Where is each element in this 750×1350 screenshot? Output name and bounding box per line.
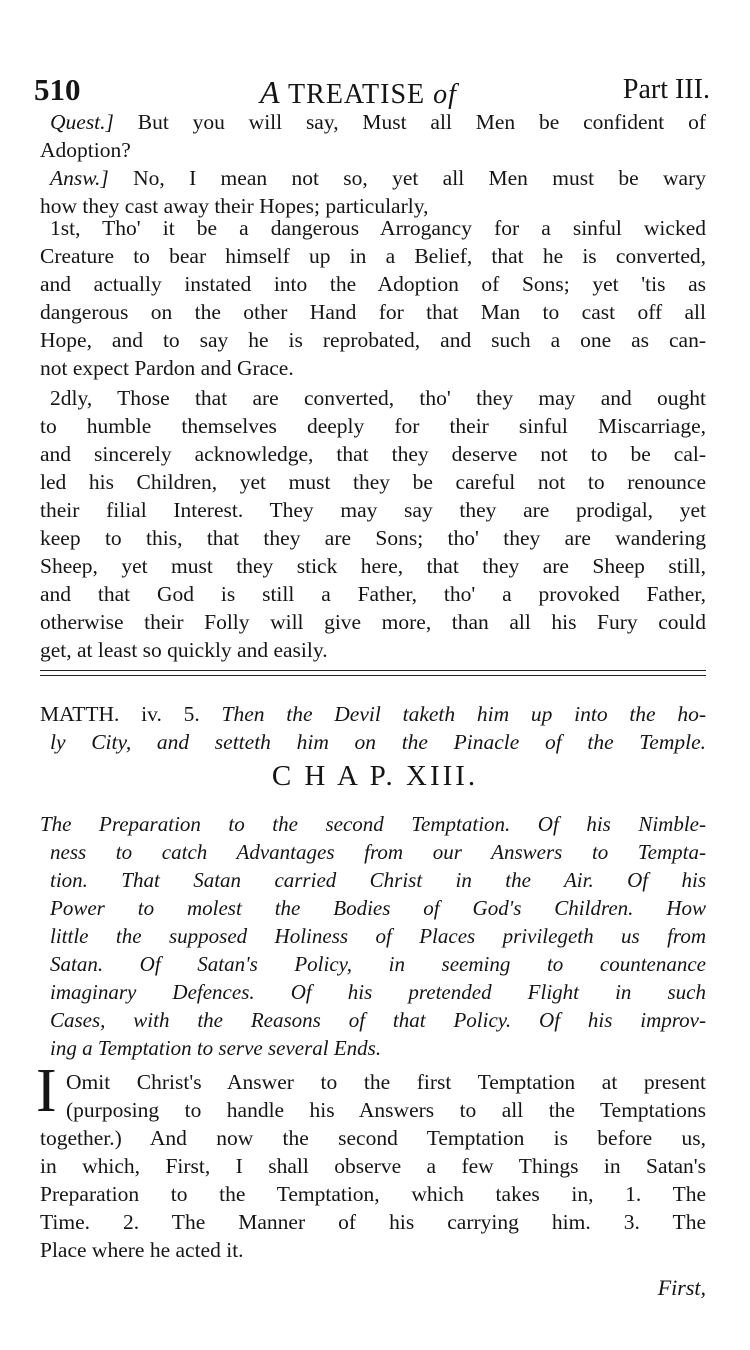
chapter-summary-line: Satan. Of Satan's Policy, in seeming to countenance [50,952,706,976]
scripture-line-1: MATTH. iv. 5. Then the Devil taketh him up into the ho- [40,702,706,726]
answer-line-2: how they cast away their Hopes; particularly, [40,194,429,218]
running-title-word: TREATISE [280,79,434,110]
chapter-summary-line: ing a Temptation to serve several Ends. [50,1036,382,1060]
scripture-ref: MATTH. iv. 5. [40,702,200,726]
running-title-of: of [433,79,457,110]
answer-line-1: Answ.] No, I mean not so, yet all Men must be wary [50,166,706,190]
catchword: First, [657,1275,706,1300]
body-line: Hope, and to say he is reprobated, and such a one as can- [40,328,706,352]
body-line: get, at least so quickly and easily. [40,638,328,662]
body-line: not expect Pardon and Grace. [40,356,294,380]
quest-line-2: Adoption? [40,138,131,162]
body-line: 2dly, Those that are converted, tho' they may and ought [50,386,706,410]
body-line: their filial Interest. They may say they are prodigal, yet [40,498,706,522]
body-line: dangerous on the other Hand for that Man to cast off all [40,300,706,324]
chapter-heading: C H A P. XIII. [271,760,479,792]
body-line: Sheep, yet must they stick here, that they are Sheep still, [40,554,706,578]
chapter-summary-line: Cases, with the Reasons of that Policy. Of his improv- [50,1008,706,1032]
answer-label: Answ.] [50,166,109,190]
scripture-line-2: ly City, and setteth him on the Pinacle of the Temple. [50,730,706,754]
text-line: (purposing to handle his Answers to all the Temptations [66,1098,706,1122]
quest-label: Quest.] [50,110,114,134]
chapter-summary-line: tion. That Satan carried Christ in the Air. Of his [50,868,706,892]
chapter-summary-line: The Preparation to the second Temptation. Of his Nimble- [40,812,706,836]
running-title-initial: A [260,74,281,110]
section-rule [40,675,706,676]
chapter-summary-line: imaginary Defences. Of his pretended Flight in such [50,980,706,1004]
body-line: otherwise their Folly will give more, than all his Fury could [40,610,706,634]
chapter-summary-line: little the supposed Holiness of Places privilegeth us from [50,924,706,948]
body-line: led his Children, yet must they be careful not to renounce [40,470,706,494]
body-line: and actually instated into the Adoption of Sons; yet 'tis as [40,272,706,296]
body-line: keep to this, that they are Sons; tho' they are wandering [40,526,706,550]
drop-cap: I [36,1057,57,1125]
text-line: Preparation to the Temptation, which takes in, 1. The [40,1182,706,1206]
text-line: Omit Christ's Answer to the first Temptation at present [66,1070,706,1094]
body-line: 1st, Tho' it be a dangerous Arrogancy for a sinful wicked [50,216,706,240]
running-title [260,74,457,111]
body-line: and that God is still a Father, tho' a provoked Father, [40,582,706,606]
body-line: and sincerely acknowledge, that they deserve not to be cal- [40,442,706,466]
text-line: together.) And now the second Temptation is before us, [40,1126,706,1150]
body-line: Creature to bear himself up in a Belief, that he is converted, [40,244,706,268]
running-header [34,72,710,112]
text-line: Place where he acted it. [40,1238,244,1262]
quest-line-1: Quest.] But you will say, Must all Men be confident of [50,110,706,134]
chapter-summary-line: ness to catch Advantages from our Answers to Tempta- [50,840,706,864]
text-line: in which, First, I shall observe a few Things in Satan's [40,1154,706,1178]
text-line: Time. 2. The Manner of his carrying him. 3. The [40,1210,706,1234]
part-label: Part III. [622,74,710,105]
page-number: 510 [34,72,81,107]
section-rule [40,670,706,671]
chapter-summary-line: Power to molest the Bodies of God's Children. How [50,896,706,920]
body-line: to humble themselves deeply for their sinful Miscarriage, [40,414,706,438]
